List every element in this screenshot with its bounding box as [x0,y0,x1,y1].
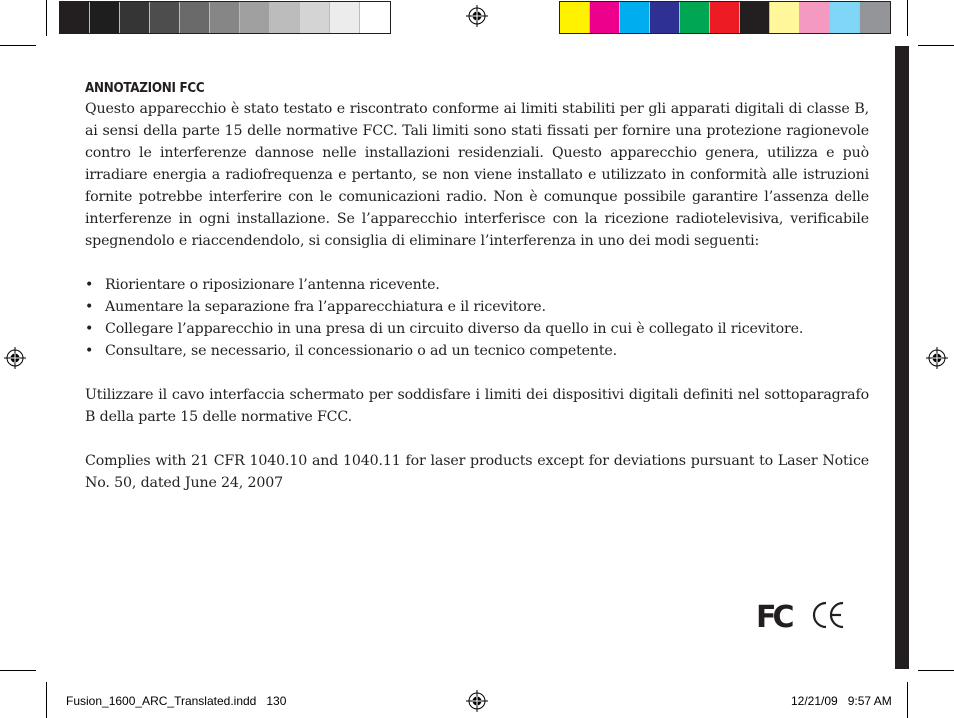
crop-mark [907,682,908,718]
process-color-bar [559,1,891,34]
color-swatch [680,2,710,33]
color-swatch [770,2,800,33]
section-heading: ANNOTAZIONI FCC [85,81,205,96]
crop-mark [0,45,36,46]
color-swatch [270,2,300,33]
color-swatch [800,2,830,33]
crop-mark [918,45,954,46]
file-slug [66,694,286,708]
registration-mark-icon [466,5,488,27]
color-swatch [560,2,590,33]
color-swatch [330,2,360,33]
color-swatch [620,2,650,33]
date-time-slug: 12/21/09 9:57 AM [791,694,892,708]
crop-mark [46,0,47,36]
color-swatch [90,2,120,33]
registration-mark-icon [4,347,26,369]
color-swatch [650,2,680,33]
color-swatch [150,2,180,33]
color-swatch [120,2,150,33]
page-content [85,81,869,494]
color-swatch [300,2,330,33]
color-swatch [240,2,270,33]
svg-text:FC: FC [756,600,791,630]
list-item: • Consultare, se necessario, il concessionario o ad un tecnico competente. [85,340,869,362]
color-swatch [180,2,210,33]
list-item: • Aumentare la separazione fra l’apparecchiatura e il ricevitore. [85,296,869,318]
laser-compliance-paragraph: Complies with 21 CFR 1040.10 and 1040.11 for laser products except for deviations pursuant to Laser Notice No. 50, dated June 24, 2007 [85,453,869,491]
color-swatch [360,2,390,33]
color-swatch [830,2,860,33]
color-swatch [210,2,240,33]
list-item: • Riorientare o riposizionare l’antenna ricevente. [85,274,869,296]
color-swatch [860,2,890,33]
svg-text:CE: CE [811,600,813,601]
grayscale-color-bar [59,1,391,34]
crop-mark [907,0,908,36]
color-swatch [740,2,770,33]
page-edge-tab [895,46,909,669]
color-swatch [590,2,620,33]
compliance-logos [755,600,845,630]
cable-paragraph: Utilizzare il cavo interfaccia schermato per soddisfare i limiti dei dispositivi digitali definiti nel sottoparagrafo B della parte 15 delle normative FCC. [85,387,869,425]
registration-mark-icon [466,690,488,712]
file-name: Fusion_1600_ARC_Translated.indd [66,694,257,708]
page-number: 130 [266,694,287,708]
list-item: • Collegare l’apparecchio in una presa di un circuito diverso da quello in cui è collegato il ricevitore. [85,318,869,340]
crop-mark [918,670,954,671]
registration-mark-icon [926,347,948,369]
ce-logo-icon [811,600,845,630]
color-swatch [710,2,740,33]
crop-mark [46,682,47,718]
color-swatch [60,2,90,33]
crop-mark [0,670,36,671]
fcc-paragraph: Questo apparecchio è stato testato e riscontrato conforme ai limiti stabiliti per gli apparati digitali di classe B, ai sensi della parte 15 delle normative FCC. Tali limiti sono stati fissati per fornire una protezione ragionevole contro le interferenze dannose nelle installazioni residenziali. Questo apparecchio genera, utilizza e può irradiare energia a radiofrequenza e pertanto, se non viene installato e utilizzato in conformità alle istruzioni fornite potrebbe interferire con le comunicazioni radio. Non è comunque possibile garantire l’assenza delle interferenze in ogni installazione. Se l’apparecchio interferisce con la ricezione radiotelevisiva, verificabile spegnendolo e riaccendendolo, si consiglia di eliminare l’interferenza in uno dei modi seguenti: [85,101,869,249]
remedy-list [85,274,869,362]
fcc-logo-icon [755,600,793,630]
